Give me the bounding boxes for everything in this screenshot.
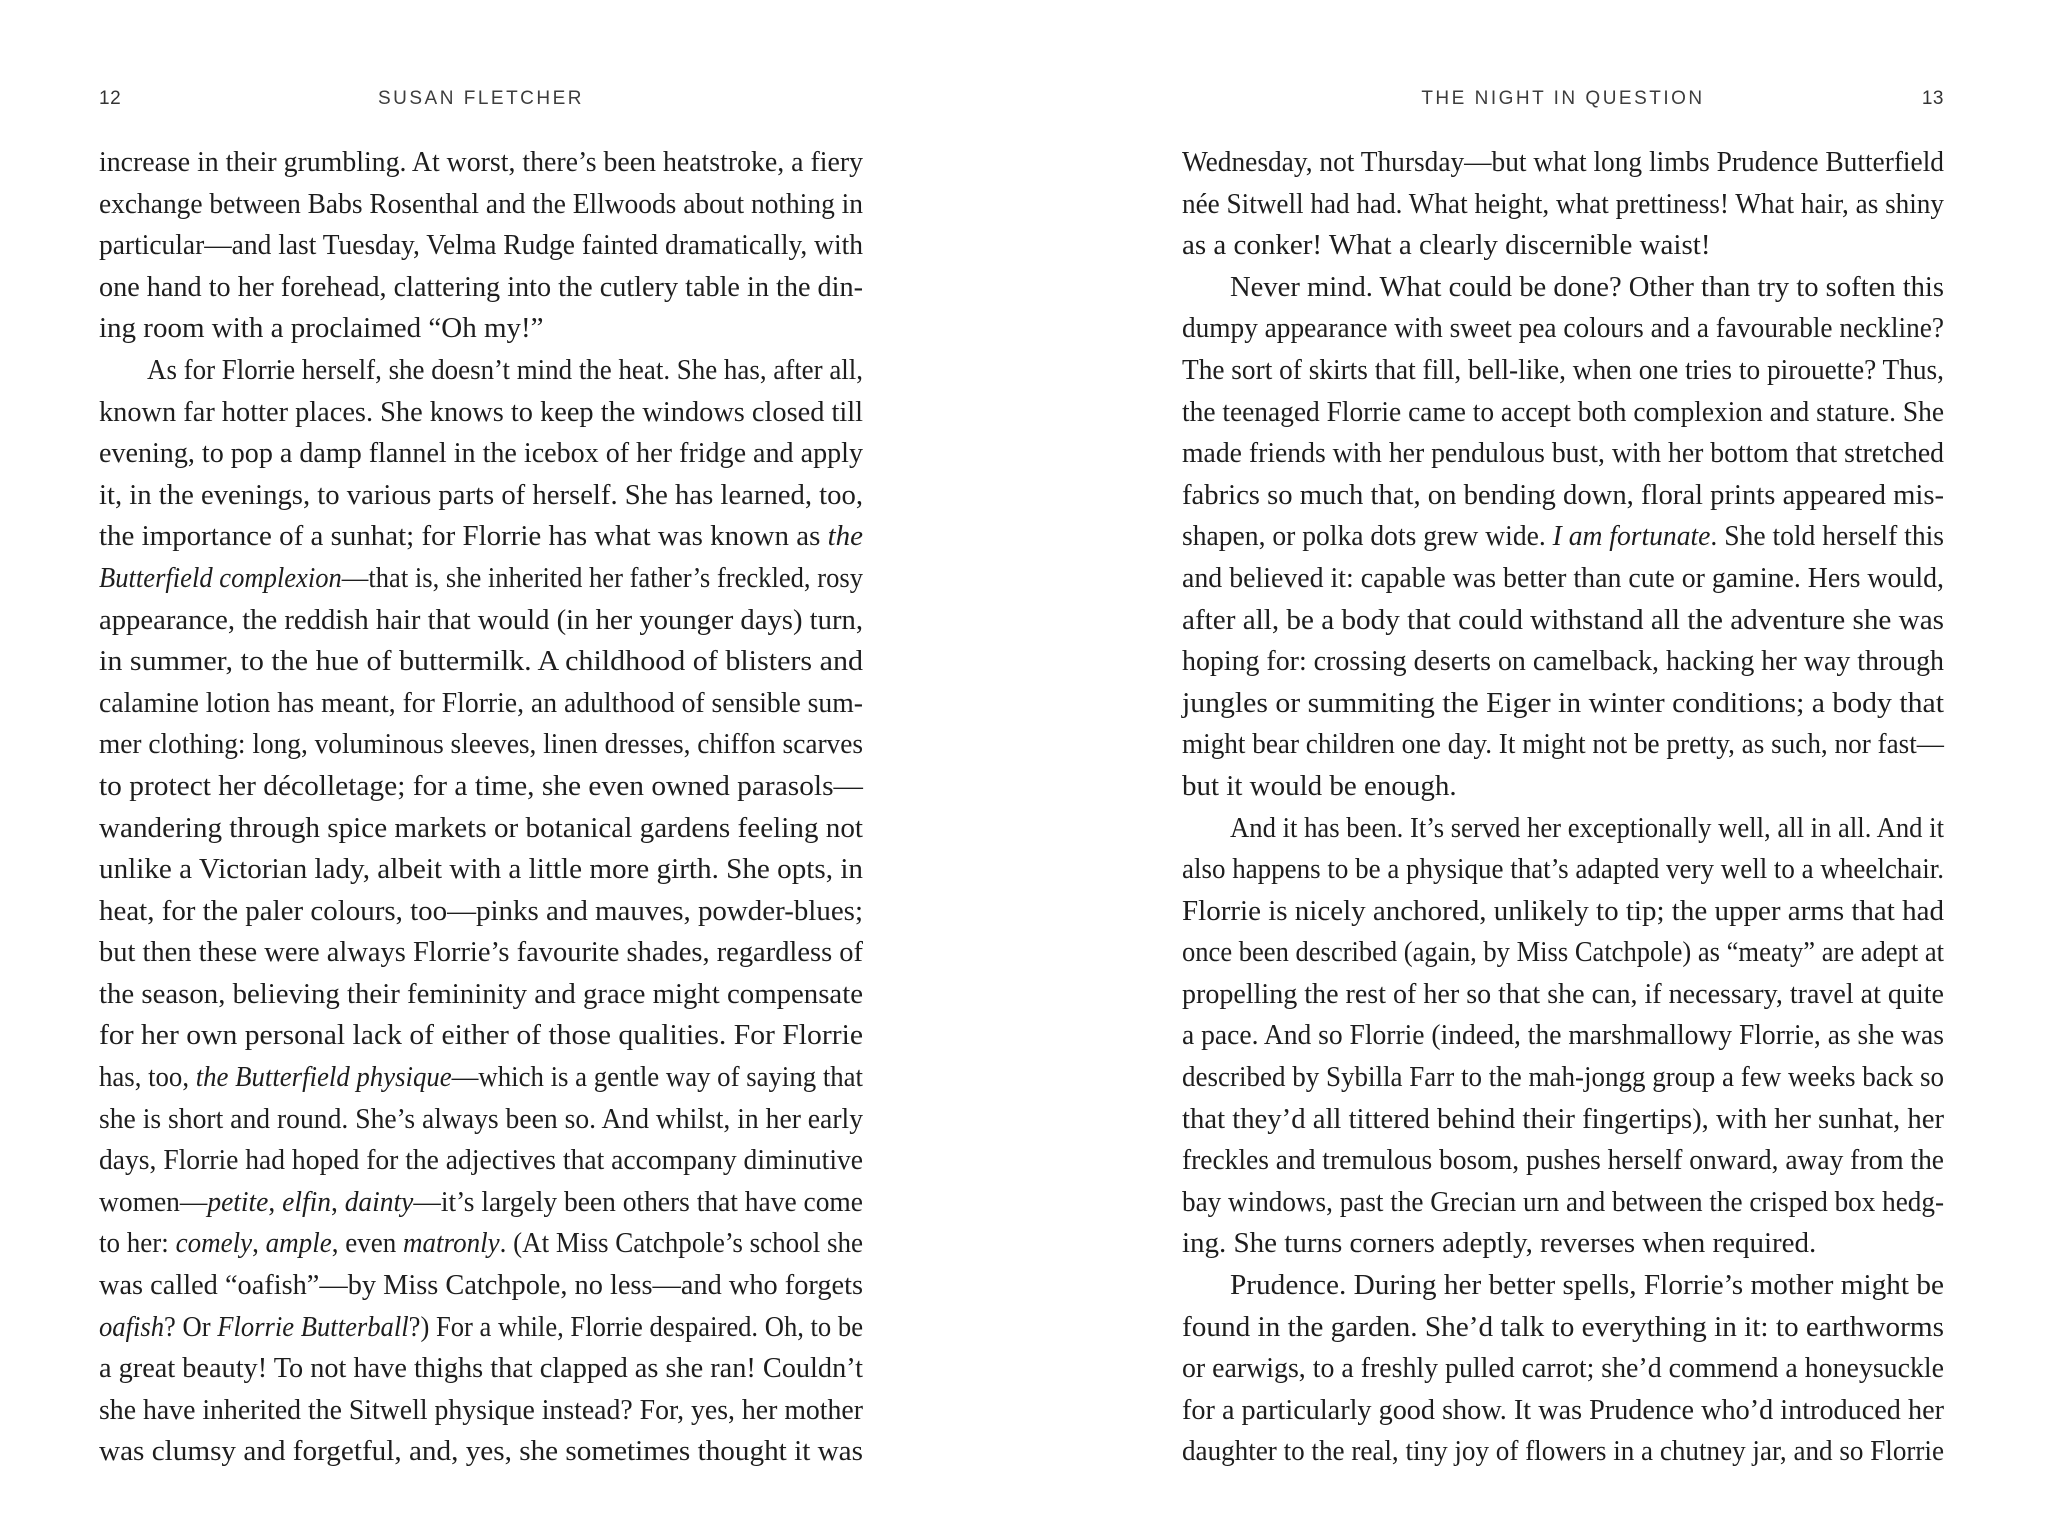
text-line: bay windows, past the Grecian urn and between the crisped box hedg- [1182,1185,1944,1218]
text-line: also happens to be a physique that’s adapted very well to a wheelchair. [1182,853,1944,886]
text-line: that they’d all tittered behind their fingertips), with her sunhat, her [1182,1102,1944,1135]
text-line: women—petite, elfin, dainty—it’s largely been others that have come [99,1185,863,1218]
text-line: she is short and round. She’s always been so. And whilst, in her early [99,1102,863,1135]
page-left-header [99,88,863,114]
text-line: Wednesday, not Thursday—but what long limbs Prudence Butterfield [1182,146,1944,178]
text-line: as a conker! What a clearly discernible waist! [1182,229,1711,262]
text-line: but it would be enough. [1182,769,1457,802]
text-line: was clumsy and forgetful, and, yes, she sometimes thought it was [99,1435,863,1468]
text-line: shapen, or polka dots grew wide. I am fortunate. She told herself this [1182,520,1944,553]
text-line: found in the garden. She’d talk to everything in it: to earthworms [1182,1310,1944,1343]
text-line: and believed it: capable was better than cute or gamine. Hers would, [1182,561,1944,594]
text-line: As for Florrie herself, she doesn’t mind the heat. She has, after all, [147,353,863,386]
text-line: for her own personal lack of either of those qualities. For Florrie [99,1019,863,1052]
text-line: she have inherited the Sitwell physique instead? For, yes, her mother [99,1393,863,1426]
text-line: to protect her décolletage; for a time, she even owned parasols— [99,769,863,802]
text-line: oafish? Or Florrie Butterball?) For a while, Florrie despaired. Oh, to be [99,1310,863,1343]
running-head-title: THE NIGHT IN QUESTION [1421,88,1705,109]
text-line: hoping for: crossing deserts on camelback, hacking her way through [1182,645,1944,678]
text-line: jungles or summiting the Eiger in winter conditions; a body that [1182,686,1944,719]
page-left-body [99,142,863,1473]
text-line: Butterfield complexion—that is, she inherited her father’s freckled, rosy [99,561,863,594]
text-line: exchange between Babs Rosenthal and the Ellwoods about nothing in [99,187,863,220]
text-line: known far hotter places. She knows to keep the windows closed till [99,395,863,428]
text-line: days, Florrie had hoped for the adjectives that accompany diminutive [99,1144,863,1177]
text-line: ing. She turns corners adeptly, reverses when required. [1182,1227,1817,1260]
text-line: dumpy appearance with sweet pea colours and a favourable neckline? [1182,312,1944,345]
text-line: née Sitwell had had. What height, what prettiness! What hair, as shiny [1182,187,1944,220]
text-line: propelling the rest of her so that she can, if necessary, travel at quite [1182,977,1944,1010]
text-line: particular—and last Tuesday, Velma Rudge fainted dramatically, with [99,229,863,262]
text-line: Florrie is nicely anchored, unlikely to tip; the upper arms that had [1182,894,1944,927]
text-line: once been described (again, by Miss Catchpole) as “meaty” are adept at [1182,936,1944,969]
text-line: but then these were always Florrie’s favourite shades, regardless of [99,936,863,969]
text-line: was called “oafish”—by Miss Catchpole, no less—and who forgets [99,1269,863,1302]
text-line: The sort of skirts that fill, bell-like, when one tries to pirouette? Thus, [1182,353,1944,386]
page-right-body [1182,142,1944,1473]
text-line: might bear children one day. It might not be pretty, as such, nor fast— [1182,728,1944,761]
text-line: it, in the evenings, to various parts of herself. She has learned, too, [99,478,863,511]
page-number-left: 12 [99,88,122,109]
text-line: fabrics so much that, on bending down, floral prints appeared mis- [1182,478,1944,511]
text-line: unlike a Victorian lady, albeit with a little more girth. She opts, in [99,853,863,886]
text-line: Prudence. During her better spells, Florrie’s mother might be [1230,1269,1944,1302]
text-line: for a particularly good show. It was Prudence who’d introduced her [1182,1393,1944,1426]
text-line: heat, for the paler colours, too—pinks and mauves, powder-blues; [99,894,863,927]
running-head-author: SUSAN FLETCHER [377,88,585,109]
page-right [1182,88,1944,1473]
text-line: mer clothing: long, voluminous sleeves, linen dresses, chiffon scarves [99,728,863,761]
text-line: And it has been. It’s served her exceptionally well, all in all. And it [1230,811,1944,844]
text-line: appearance, the reddish hair that would (in her younger days) turn, [99,603,863,636]
text-line: made friends with her pendulous bust, with her bottom that stretched [1182,437,1944,470]
text-line: in summer, to the hue of buttermilk. A childhood of blisters and [99,645,863,678]
text-line: the season, believing their femininity and grace might compensate [99,977,863,1010]
text-line: freckles and tremulous bosom, pushes herself onward, away from the [1182,1144,1944,1177]
text-line: a great beauty! To not have thighs that clapped as she ran! Couldn’t [99,1352,863,1385]
text-line: one hand to her forehead, clattering into the cutlery table in the din- [99,270,863,303]
text-line: the teenaged Florrie came to accept both complexion and stature. She [1182,395,1944,428]
text-line: Never mind. What could be done? Other than try to soften this [1230,270,1944,303]
text-line: has, too, the Butterfield physique—which is a gentle way of saying that [99,1061,863,1094]
text-line: a pace. And so Florrie (indeed, the marshmallowy Florrie, as she was [1182,1019,1944,1052]
text-line: after all, be a body that could withstand all the adventure she was [1182,603,1944,636]
text-line: to her: comely, ample, even matronly. (At Miss Catchpole’s school she [99,1227,863,1260]
text-line: calamine lotion has meant, for Florrie, an adulthood of sensible sum- [99,686,863,719]
page-right-header [1182,88,1944,114]
text-line: or earwigs, to a freshly pulled carrot; she’d commend a honeysuckle [1182,1352,1944,1385]
page-number-right: 13 [1921,88,1944,109]
text-line: described by Sybilla Farr to the mah-jongg group a few weeks back so [1182,1061,1944,1094]
text-line: evening, to pop a damp flannel in the icebox of her fridge and apply [99,437,863,470]
text-line: ing room with a proclaimed “Oh my!” [99,312,544,345]
text-line: increase in their grumbling. At worst, there’s been heatstroke, a fiery [99,146,863,178]
page-left [99,88,863,1473]
text-line: the importance of a sunhat; for Florrie has what was known as the [99,520,863,553]
text-line: daughter to the real, tiny joy of flowers in a chutney jar, and so Florrie [1182,1435,1944,1468]
text-line: wandering through spice markets or botanical gardens feeling not [99,811,863,844]
